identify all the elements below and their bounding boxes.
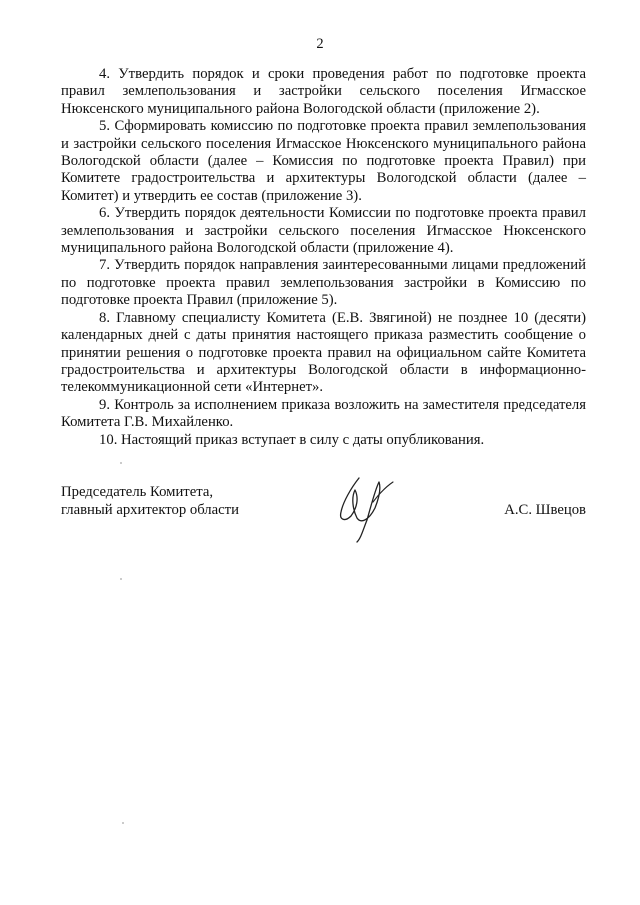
paragraph-item-10: 10. Настоящий приказ вступает в силу с даты опубликования. bbox=[99, 431, 485, 448]
order-body bbox=[61, 66, 586, 449]
scan-speck bbox=[120, 462, 122, 464]
signatory-name: А.С. Швецов bbox=[504, 502, 586, 518]
scan-speck bbox=[120, 578, 122, 580]
scan-speck bbox=[122, 822, 124, 824]
signatory-position-line2: главный архитектор области bbox=[61, 502, 239, 518]
page-number: 2 bbox=[316, 36, 324, 52]
signatory-position-line1: Председатель Комитета, bbox=[61, 484, 214, 500]
signature-block bbox=[61, 480, 586, 550]
paragraph-item-6: 6. Утвердить порядок деятельности Комиссии по подготовке проекта правил землепользования и застройки сельского поселения Игмасское Нюксенского муниципального района Вологодской области (приложение 4). bbox=[61, 205, 586, 257]
handwritten-signature bbox=[329, 472, 399, 544]
paragraph-item-4: 4. Утвердить порядок и сроки проведения работ по подготовке проекта правил землепользования и застройки сельского поселения Игмасское Нюксенского муниципального района Вологодской области (приложение 2). bbox=[61, 66, 586, 117]
paragraph-item-9: 9. Контроль за исполнением приказа возложить на заместителя председателя Комитета Г.В. Михайленко. bbox=[61, 396, 586, 431]
paragraph-item-7: 7. Утвердить порядок направления заинтересованными лицами предложений по подготовке проекта правил землепользования застройки в Комиссию по подготовке проекта Правил (приложение 5). bbox=[61, 257, 586, 309]
paragraph-item-5: 5. Сформировать комиссию по подготовке проекта правил землепользования и застройки сельского поселения Игмасское Нюксенского муниципального района Вологодской области (далее – Комиссия по подготовке проекта Правил) при Комитете градостроительства и архитектуры Вологодской области (далее – Комитет) и утвердить ее состав (приложение 3). bbox=[61, 118, 586, 204]
paragraph-item-8: 8. Главному специалисту Комитета (Е.В. Звягиной) не позднее 10 (десяти) календарных дней с даты принятия настоящего приказа разместить сообщение о принятии решения о подготовке проекта правил на официальном сайте Комитета градостроительства и архитектуры Вологодской области в информационно-телекоммуникационной сети «Интернет». bbox=[61, 309, 586, 396]
